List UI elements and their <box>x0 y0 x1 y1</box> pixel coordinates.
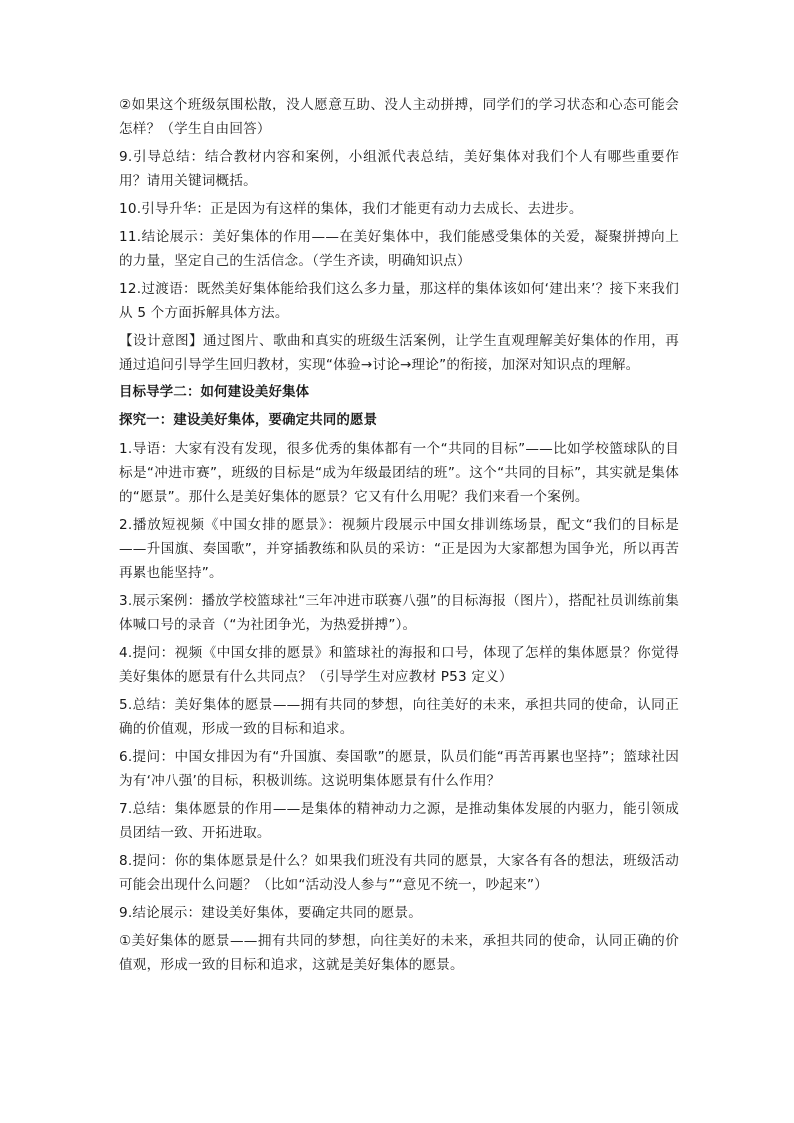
paragraph-design-intent: 【设计意图】通过图片、歌曲和真实的班级生活案例，让学生直观理解美好集体的作用，再通过追问引导学生回归教材，实现“体验→讨论→理论”的衔接，加深对知识点的理解。 <box>119 333 679 373</box>
paragraph-transition: 12.过渡语：既然美好集体能给我们这么多力量，那这样的集体该如何‘建出来’？接下来我们从 5 个方面拆解具体方法。 <box>119 281 679 321</box>
paragraph-conclusion: 9.结论展示：建设美好集体，要确定共同的愿景。 <box>119 905 423 921</box>
document-page <box>119 93 679 981</box>
paragraph-intro: 1.导语：大家有没有发现，很多优秀的集体都有一个“共同的目标”——比如学校篮球队的目标是“冲进市赛”，班级的目标是“成为年级最团结的班”。这个“共同的目标”，其实就是集体的“愿景”。那什么是美好集体的愿景？它又有什么用呢？我们来看一个案例。 <box>119 441 679 505</box>
paragraph-point-one: ①美好集体的愿景——拥有共同的梦想，向往美好的未来，承担共同的使命，认同正确的价值观，形成一致的目标和追求，这就是美好集体的愿景。 <box>119 933 679 973</box>
paragraph-video: 2.播放短视频《中国女排的愿景》：视频片段展示中国女排训练场景，配文“我们的目标是——升国旗、奏国歌”，并穿插教练和队员的采访：“正是因为大家都想为国争光，所以再苦再累也能坚持”。 <box>119 517 679 581</box>
paragraph-question-class: 8.提问：你的集体愿景是什么？如果我们班没有共同的愿景，大家各有各的想法，班级活动可能会出现什么问题？（比如“活动没人参与”“意见不统一，吵起来”） <box>119 853 679 893</box>
paragraph-summary-effect: 7.总结：集体愿景的作用——是集体的精神动力之源，是推动集体发展的内驱力，能引领成员团结一致、开拓进取。 <box>119 801 679 841</box>
section-heading-goal-two: 目标导学二：如何建设美好集体 <box>119 385 310 400</box>
paragraph-question-vision: 4.提问：视频《中国女排的愿景》和篮球社的海报和口号，体现了怎样的集体愿景？你觉得美好集体的愿景有什么共同点？（引导学生对应教材 P53 定义） <box>119 645 679 685</box>
subsection-heading-inquiry-one: 探究一：建设美好集体，要确定共同的愿景 <box>119 413 378 428</box>
paragraph-question-effect: 6.提问：中国女排因为有“升国旗、奏国歌”的愿景，队员们能“再苦再累也坚持”；篮球社因为有‘冲八强’的目标，积极训练。这说明集体愿景有什么作用？ <box>119 749 679 789</box>
paragraph-ask-atmosphere: ②如果这个班级氛围松散，没人愿意互助、没人主动拼搏，同学们的学习状态和心态可能会怎样？（学生自由回答） <box>119 97 679 137</box>
paragraph-guide-summary: 9.引导总结：结合教材内容和案例，小组派代表总结，美好集体对我们个人有哪些重要作用？请用关键词概括。 <box>119 149 679 189</box>
paragraph-guide-sublimation: 10.引导升华：正是因为有这样的集体，我们才能更有动力去成长、去进步。 <box>119 201 583 217</box>
paragraph-case: 3.展示案例：播放学校篮球社“三年冲进市联赛八强”的目标海报（图片），搭配社员训练前集体喊口号的录音（“为社团争光，为热爱拼搏”）。 <box>119 593 679 633</box>
paragraph-conclusion-display: 11.结论展示：美好集体的作用——在美好集体中，我们能感受集体的关爱，凝聚拼搏向上的力量，坚定自己的生活信念。（学生齐读，明确知识点） <box>119 229 679 269</box>
paragraph-summary-vision: 5.总结：美好集体的愿景——拥有共同的梦想，向往美好的未来，承担共同的使命，认同正确的价值观，形成一致的目标和追求。 <box>119 697 679 737</box>
